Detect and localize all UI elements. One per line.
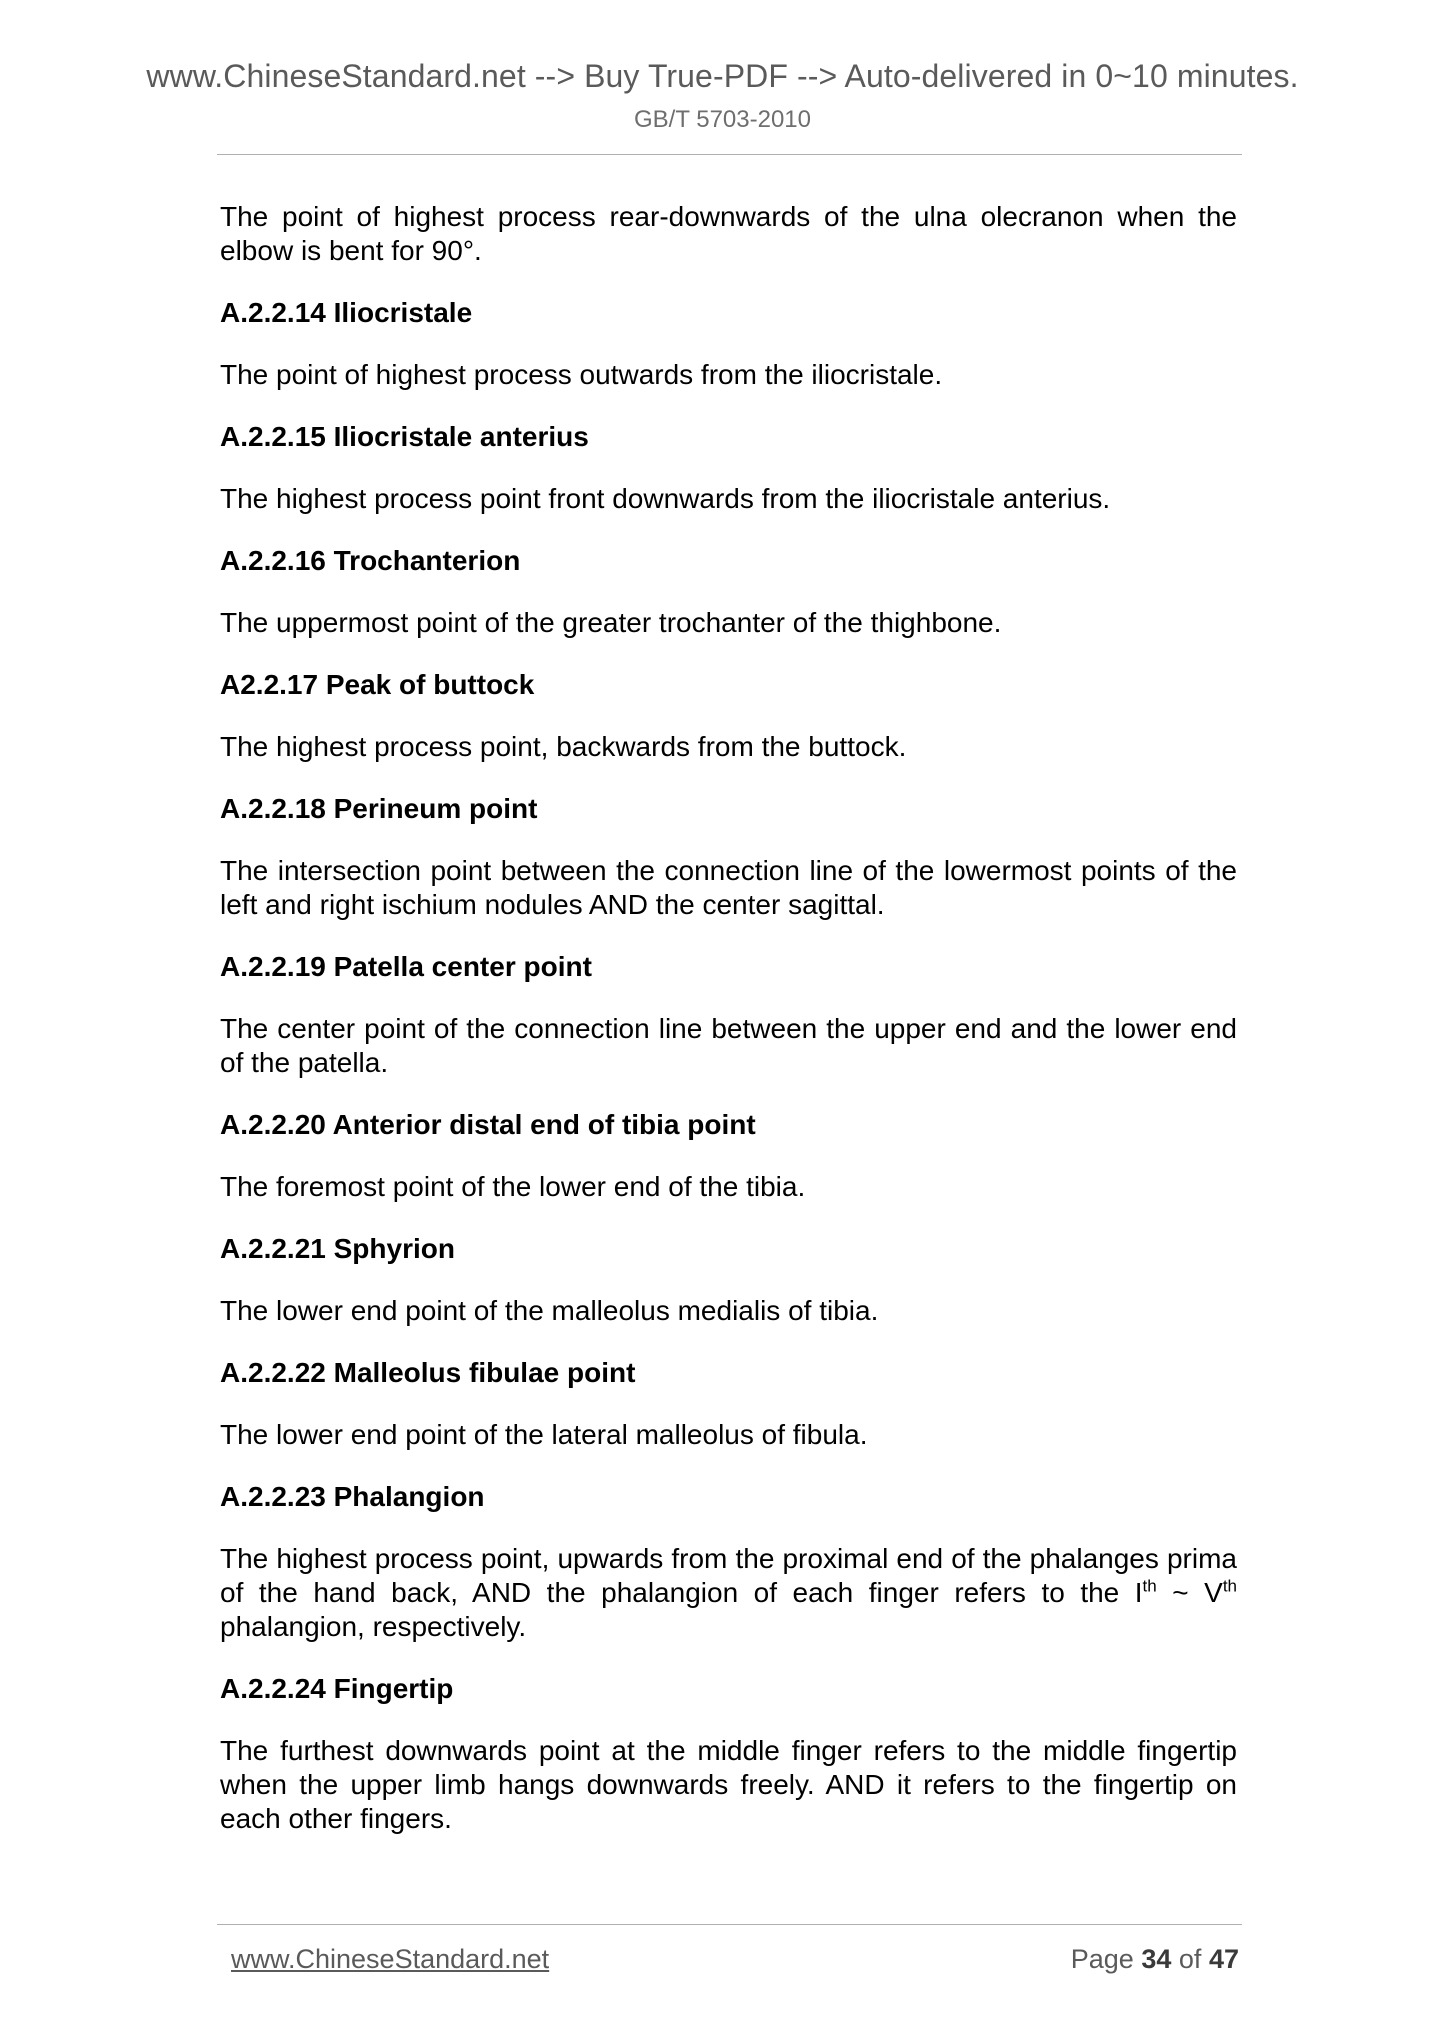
section-text-a2217: The highest process point, backwards from the buttock. bbox=[220, 731, 907, 762]
footer-divider bbox=[217, 1924, 1242, 1925]
section-heading-a2218: A.2.2.18 Perineum point bbox=[220, 793, 538, 824]
section-heading-a2216: A.2.2.16 Trochanterion bbox=[220, 545, 521, 576]
page-of-label: of bbox=[1178, 1944, 1202, 1974]
section-text-a2214: The point of highest process outwards from the iliocristale. bbox=[220, 359, 943, 390]
phalangion-text-start: The highest process point, upwards from the proximal end of the phalanges prima of the hand back, AND the phalangion of each finger refers to the I bbox=[220, 1543, 1237, 1608]
section-text-a2218: The intersection point between the connection line of the lowermost points of the left and right ischium nodules AND the center sagittal. bbox=[220, 855, 1237, 920]
page-current: 34 bbox=[1141, 1944, 1172, 1974]
page-total: 47 bbox=[1208, 1944, 1239, 1974]
page-indicator bbox=[1071, 1944, 1239, 1975]
superscript-th-1: th bbox=[1142, 1576, 1157, 1596]
section-heading-a2221: A.2.2.21 Sphyrion bbox=[220, 1233, 455, 1264]
section-heading-a2222: A.2.2.22 Malleolus fibulae point bbox=[220, 1357, 636, 1388]
phalangion-text-end: phalangion, respectively. bbox=[220, 1611, 527, 1642]
section-heading-a2215: A.2.2.15 Iliocristale anterius bbox=[220, 421, 589, 452]
section-text-a2220: The foremost point of the lower end of the tibia. bbox=[220, 1171, 806, 1202]
section-heading-a2224: A.2.2.24 Fingertip bbox=[220, 1673, 454, 1704]
superscript-th-2: th bbox=[1222, 1576, 1237, 1596]
section-heading-a2214: A.2.2.14 Iliocristale bbox=[220, 297, 473, 328]
section-heading-a2220: A.2.2.20 Anterior distal end of tibia point bbox=[220, 1109, 756, 1140]
section-heading-a2217: A2.2.17 Peak of buttock bbox=[220, 669, 535, 700]
footer-website-link[interactable]: www.ChineseStandard.net bbox=[231, 1944, 550, 1974]
section-text-a2216: The uppermost point of the greater trochanter of the thighbone. bbox=[220, 607, 1002, 638]
download-banner: www.ChineseStandard.net --> Buy True-PDF --> Auto-delivered in 0~10 minutes. bbox=[146, 58, 1299, 94]
section-heading-a2223: A.2.2.23 Phalangion bbox=[220, 1481, 485, 1512]
section-text-a2223 bbox=[220, 1542, 1237, 1644]
section-text-a2222: The lower end point of the lateral malleolus of fibula. bbox=[220, 1419, 868, 1450]
intro-paragraph: The point of highest process rear-downwards of the ulna olecranon when the elbow is bent for 90°. bbox=[220, 201, 1237, 266]
section-text-a2224: The furthest downwards point at the middle finger refers to the middle fingertip when the upper limb hangs downwards freely. AND it refers to the fingertip on each other fingers. bbox=[220, 1735, 1237, 1834]
section-text-a2219: The center point of the connection line between the upper end and the lower end of the patella. bbox=[220, 1013, 1237, 1078]
page-label: Page bbox=[1070, 1944, 1134, 1974]
standard-code: GB/T 5703-2010 bbox=[633, 106, 811, 133]
document-body bbox=[220, 200, 1237, 1864]
section-text-a2221: The lower end point of the malleolus medialis of tibia. bbox=[220, 1295, 879, 1326]
header-divider bbox=[217, 154, 1242, 155]
section-heading-a2219: A.2.2.19 Patella center point bbox=[220, 951, 592, 982]
phalangion-text-mid: ~ V bbox=[1156, 1577, 1223, 1608]
section-text-a2215: The highest process point front downwards from the iliocristale anterius. bbox=[220, 483, 1111, 514]
